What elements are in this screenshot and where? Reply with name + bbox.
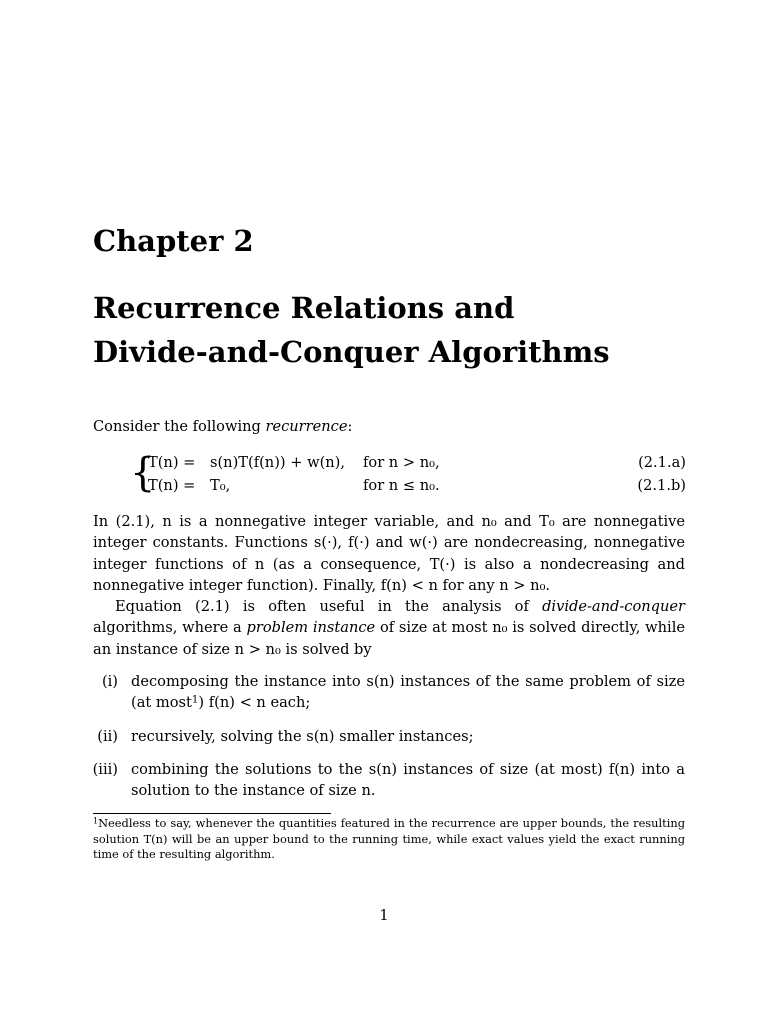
paragraph-text: of size at most n₀ is solved directly, while an instance of size n > n₀ is solved by xyxy=(93,619,685,658)
intro-text: Consider the following xyxy=(93,418,266,435)
equation-rhs: T₀, xyxy=(210,477,231,494)
intro-paragraph xyxy=(93,416,685,437)
intro-term: recurrence xyxy=(265,418,348,435)
list-item-text-part: decomposing the instance into s(n) instances of the same problem of size (at most xyxy=(131,673,685,712)
recurrence-equation xyxy=(130,450,686,498)
chapter-label: Chapter 2 xyxy=(93,224,254,258)
footnote-reference[interactable]: 1 xyxy=(191,694,199,706)
list-marker: (i) xyxy=(101,673,118,690)
equation-row-a xyxy=(148,452,686,474)
chapter-title xyxy=(93,286,713,374)
equation-condition: for n > n₀, xyxy=(363,454,440,471)
chapter-title-line-1: Recurrence Relations and xyxy=(93,291,515,325)
list-item-text: combining the solutions to the s(n) instances of size (at most) f(n) into a solution to the instance of size n. xyxy=(131,761,685,800)
equation-lhs: T(n) = xyxy=(148,454,196,471)
list-marker: (iii) xyxy=(92,761,118,778)
footnote-divider xyxy=(93,813,331,814)
equation-number: (2.1.a) xyxy=(638,454,686,471)
footnote-text: Needless to say, whenever the quantities featured in the recurrence are upper bounds, the resulting solution T(n) will be an upper bound to the running time, while exact values yield the exact running time of the resulting algorithm. xyxy=(93,816,685,861)
list-marker: (ii) xyxy=(97,728,118,745)
chapter-title-line-2: Divide-and-Conquer Algorithms xyxy=(93,335,610,369)
list-item-text: recursively, solving the s(n) smaller instances; xyxy=(131,728,474,745)
page-number: 1 xyxy=(379,907,389,924)
footnote xyxy=(93,816,685,863)
list-item-text xyxy=(131,671,685,714)
equation-row-b xyxy=(148,475,686,497)
paragraph-text: Equation (2.1) is often useful in the analysis of xyxy=(115,598,543,615)
footnote-marker: 1 xyxy=(93,816,99,826)
paragraph-divide-and-conquer xyxy=(93,596,685,660)
equation-number: (2.1.b) xyxy=(637,477,686,494)
equation-condition: for n ≤ n₀. xyxy=(363,477,440,494)
list-item-text-part: ) f(n) < n each; xyxy=(198,694,311,712)
equation-lhs: T(n) = xyxy=(148,477,196,494)
emphasized-term: divide-and-conquer xyxy=(542,598,685,615)
left-brace-symbol: { xyxy=(130,450,156,496)
emphasized-term: problem instance xyxy=(246,619,376,637)
intro-end: : xyxy=(347,418,353,435)
paragraph-text: algorithms, where a xyxy=(93,619,247,637)
equation-rhs: s(n)T(f(n)) + w(n), xyxy=(210,454,346,471)
paragraph-definitions: In (2.1), n is a nonnegative integer variable, and n₀ and T₀ are nonnegative integer constants. Functions s(·), f(·) and w(·) are nondecreasing, nonnegative integer functions of n (as a consequence, T(·) is also a nondecreasing and nonnegative integer function). Finally, f(n) < n for any n > n₀. xyxy=(93,513,685,594)
